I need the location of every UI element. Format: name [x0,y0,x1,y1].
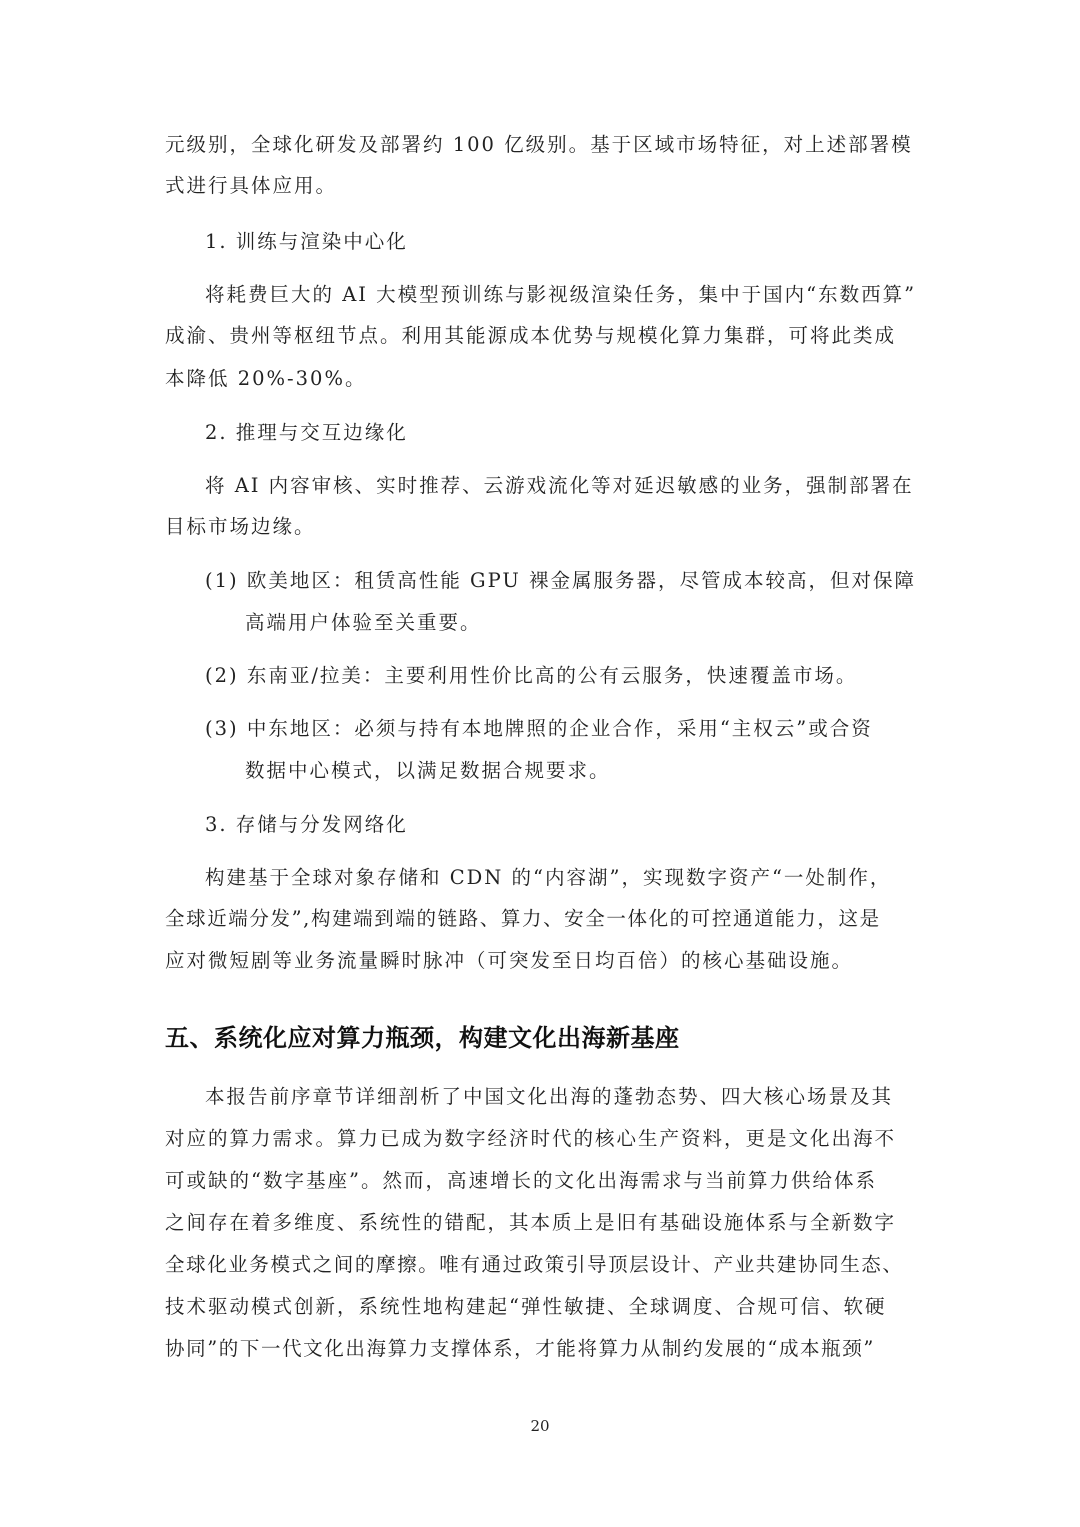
list-item-continuation: 数据中心模式，以满足数据合规要求。 [245,759,611,782]
paragraph-line: 全球化业务模式之间的摩擦。唯有通过政策引导顶层设计、产业共建协同生态、 [165,1253,904,1276]
paragraph-line: 应对微短剧等业务流量瞬时脉冲（可突发至日均百倍）的核心基础设施。 [165,949,854,972]
paragraph-line: 技术驱动模式创新，系统性地构建起“弹性敏捷、全球调度、合规可信、软硬 [165,1295,887,1318]
list-item: (2) 东南亚/拉美：主要利用性价比高的公有云服务，快速覆盖市场。 [205,664,858,687]
subsection-title: 2. 推理与交互边缘化 [205,421,408,444]
paragraph-line: 元级别，全球化研发及部署约 100 亿级别。基于区域市场特征，对上述部署模 [165,133,913,156]
section-heading: 五、系统化应对算力瓶颈，构建文化出海新基座 [165,1024,680,1052]
paragraph-line: 将耗费巨大的 AI 大模型预训练与影视级渲染任务，集中于国内“东数西算” [205,283,917,306]
paragraph-line: 目标市场边缘。 [165,515,316,538]
paragraph-line: 本报告前序章节详细剖析了中国文化出海的蓬勃态势、四大核心场景及其 [205,1085,894,1108]
page-number: 20 [530,1417,550,1435]
paragraph-line: 对应的算力需求。算力已成为数字经济时代的核心生产资料，更是文化出海不 [165,1127,897,1150]
list-item: (3) 中东地区：必须与持有本地牌照的企业合作，采用“主权云”或合资 [205,717,873,740]
paragraph-line: 协同”的下一代文化出海算力支撑体系，才能将算力从制约发展的“成本瓶颈” [165,1337,875,1360]
paragraph-line: 本降低 20%-30%。 [165,367,367,390]
paragraph-line: 之间存在着多维度、系统性的错配，其本质上是旧有基础设施体系与全新数字 [165,1211,897,1234]
paragraph-line: 将 AI 内容审核、实时推荐、云游戏流化等对延迟敏感的业务，强制部署在 [205,474,914,497]
paragraph-line: 构建基于全球对象存储和 CDN 的“内容湖”，实现数字资产“一处制作， [205,866,892,889]
paragraph-line: 全球近端分发”,构建端到端的链路、算力、安全一体化的可控通道能力，这是 [165,907,881,930]
subsection-title: 1. 训练与渲染中心化 [205,230,408,253]
list-item: (1) 欧美地区：租赁高性能 GPU 裸金属服务器，尽管成本较高，但对保障 [205,569,917,592]
paragraph-line: 式进行具体应用。 [165,174,338,197]
paragraph-line: 成渝、贵州等枢纽节点。利用其能源成本优势与规模化算力集群，可将此类成 [165,324,897,347]
paragraph-line: 可或缺的“数字基座”。然而，高速增长的文化出海需求与当前算力供给体系 [165,1169,877,1192]
list-item-continuation: 高端用户体验至关重要。 [245,611,482,634]
subsection-title: 3. 存储与分发网络化 [205,813,408,836]
